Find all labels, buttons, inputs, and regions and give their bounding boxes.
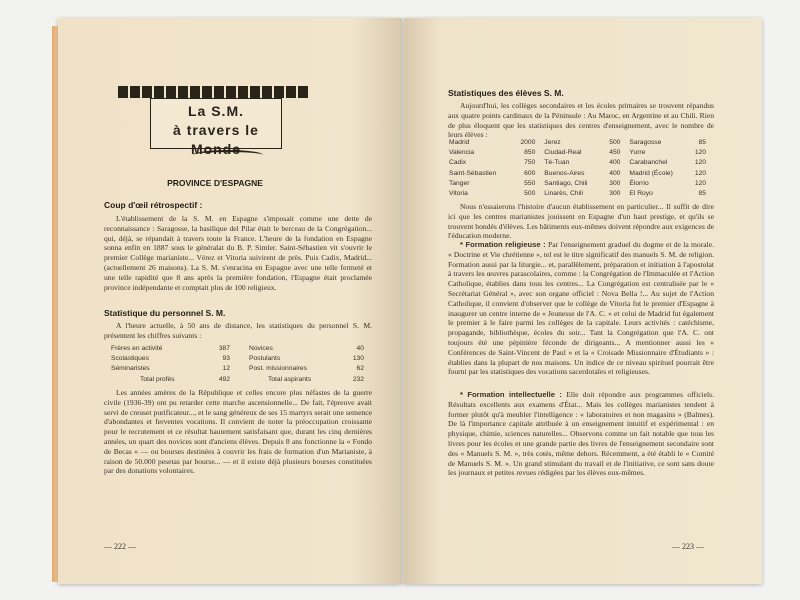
table-row [248,354,372,364]
city-name: Ciudad-Real [544,149,582,157]
city-name: Cadix [449,159,467,167]
closing-paragraph: Les années amères de la République et celles encore plus néfastes de la guerre civile (1936-39) ont pu retarder cette marche ascensionnelle... De fait, l'épreuve avait servi de creuset purificateur..., et le sang généreux de ses 15 martyrs serait une semence d'abondantes et ferventes vocations. Il convient de noter la préoccupation croissante pour le recrutement et ce résultat hautement satisfaisant que, durant les cinq dernières années, un quart des novices sont d'anciens élèves. Depuis 8 ans fonctionne la « Fondo de Becas » — ou bourses destinées à couvrir les frais de formation d'un Marianiste, à raison de 50.000 pesetas par bourse... — et il existe déjà plusieurs bourses constituées par des donations volontaires. [104,388,372,476]
city-name: Tanger [449,179,470,187]
city-value: 500 [609,139,621,146]
city-value: 120 [694,149,706,157]
city-name: Valencia [449,149,475,157]
row-label: Total aspirants [268,375,312,383]
table-row [110,344,238,354]
city-value: 450 [609,149,621,157]
table-row [248,364,372,374]
city-name: Linarès, Chili [544,190,583,198]
city-value: 85 [698,190,706,198]
table-row [110,364,238,374]
row-value: 387 [218,345,230,352]
city-name: Madrid (École) [629,169,673,177]
row-label: Frères en activité [111,345,163,352]
city-value: 120 [694,159,706,167]
stats-intro: Aujourd'hui, les collèges secondaires et les écoles primaires se trouvent répandus aux quatre points cardinaux de la Péninsule : Au Maroc, en Argentine et au Chili. Rien de plus éloquent que les statistiques des centres d'enseignement, avec le nombre de leurs élèves : [448,101,714,140]
row-value: 62 [356,365,364,373]
after-table-paragraph: Nous n'essaierons l'histoire d'aucun établissement en particulier... Il suffit de dire ici que les centres marianistes jouissent en Espagne d'un haut prestige, et qu'ils se trouvent bondés d'élèves. Les bâtiments eux-mêmes doivent répondre aux exigences de l'éducation moderne. [448,202,714,241]
table-row [248,344,372,354]
religious-section [448,240,714,377]
row-value: 232 [352,375,364,383]
table-row [248,375,372,385]
city-value: 300 [609,190,621,198]
row-value: 93 [222,355,230,363]
intellectual-heading: * Formation intellectuelle : [460,390,562,399]
page-number-left: — 222 — [104,542,136,551]
city-name: Saint-Sébastien [449,169,497,177]
city-value: 400 [609,169,621,177]
city-name: El Royo [629,190,653,198]
city-value: 120 [694,179,706,187]
page-number-right: — 223 — [672,542,704,551]
city-value: 850 [524,149,536,157]
retro-paragraph: L'établissement de la S. M. en Espagne s'imposait comme une dette de reconnaissance : Saragosse, la basilique del Pilar était le berceau de la Congrégation... qui, déjà, se répandait à travers toute la France. L'heure de la fondation en Espagne sonna enfin en 1887 sous le généralat du B. P. Simler. Saint-Sébastien vit s'ouvrir le premier Collège marianiste... Vérez et Vitoria suivirent de près. Puis Cadix, Madrid... (actuellement 26 maisons). La S. M. s'enracina en Espagne avec une telle fermeté et une telle rapidité que 8 ans après la première fondation, l'Espagne était proclamée province indépendante et comptait plus de 100 religieux. [104,214,372,292]
city-value: 500 [524,190,536,198]
city-value: 750 [524,159,536,167]
city-value: 120 [694,169,706,177]
city-name: Buenos-Aires [544,169,585,177]
province-heading: PROVINCE D'ESPAGNE [167,178,263,188]
table-row [448,158,714,168]
row-label: Novices [249,345,273,352]
row-value: 492 [218,375,230,383]
intellectual-text: Elle doit répondre aux programmes officiels. Résultats excellents aux examens d'État... Mais les collèges marianistes tendent à former plutôt qu'à meubler l'intelligence : « laboratoires et non magasins » (Balmes). De là l'importance capitale attribuée à un enseignement intuitif et expérimental : en physique, chimie, sciences naturelles... Observons comme un fait notable que tous les livres pour les écoles et une grande partie des livres de l'enseignement secondaire sont des « Manuels S. M. », très cotés, même dehors. Récemment, a été établi le « Comité de Manuels S. M. ». Un grand stimulant du travail et de l'initiative, ce sont sans doute les journaux et petites revues rédigées par les élèves eux-mêmes. [448,390,715,478]
table-row [110,375,238,385]
city-value: 600 [524,169,536,177]
row-value: 12 [222,365,230,373]
city-value: 85 [698,139,706,146]
row-label: Postulants [249,355,281,363]
city-name: Élorrio [629,179,649,187]
religious-heading: * Formation religieuse : [460,240,546,249]
city-name: Saragosse [629,139,662,146]
table-row [448,148,714,158]
religious-text: Par l'enseignement graduel du dogme et de la morale. « Doctrine et Vie chrétienne », tel est le titre significatif des manuels S. M. de religion. Formation aussi par la liturgie... et, parallèlement, préparation et initiation à l'apostolat à travers les œuvres parascolaires, comme : la Congrégation de l'Immaculée et l'Action Catholique, établies dans tous les centres... La Congrégation est centralisée par le « Secrétariat Général », avec son organe officiel : Nova Bella !... Au sujet de l'Action Catholique, il convient d'observer que le collège de Vitoria fut le premier d'Espagne à inaugurer un centre interne de « Jeunesse de l'A. C. » et celui de Madrid fut également le premier à le faire parmi les collèges de la capitale. Leurs activités : catéchisme, propagande, bibliothèque, écoles du soir... Tant la Congrégation que l'A. C. ont toujours été une pépinière féconde de dirigeants... A mentionner aussi les « Conférences de Saint-Vincent de Paul » et la « Croisade Missionnaire d'Étudiants » : établies dans la plupart de nos maisons. Un indice de ce niveau spirituel pourrait être fourni par les statistiques des vocations sacerdotales et religieuses. [448,240,714,377]
row-label: Total profès [140,375,175,383]
row-label: Post. missionnaires [249,365,307,373]
personnel-table-right [248,344,372,385]
city-name: Jerez [544,139,561,146]
table-row [448,179,714,189]
title-box [150,98,282,157]
city-name: Carabanchel [629,159,668,167]
row-label: Scolastiques [111,355,149,363]
decorative-banner [118,86,308,98]
row-value: 130 [352,355,364,363]
city-value: 300 [609,179,621,187]
city-name: Té-Tuan [544,159,570,167]
personnel-heading: Statistique du personnel S. M. [104,308,226,318]
city-value: 2000 [520,139,536,146]
title-line-1: La S.M. [187,103,244,119]
cities-table [448,138,714,199]
table-row [448,189,714,199]
ornament-divider [193,150,263,160]
city-name: Vitoria [449,190,468,198]
city-value: 400 [609,159,621,167]
personnel-table-left [110,344,238,385]
city-name: Yurre [629,149,646,157]
row-label: Séminaristes [111,365,150,373]
city-value: 550 [524,179,536,187]
stats-heading: Statistiques des élèves S. M. [448,88,564,98]
row-value: 40 [356,345,364,352]
table-row [448,138,714,148]
city-name: Santiago, Chili [544,179,588,187]
title-line-2: à travers le Monde [173,122,259,157]
retro-heading: Coup d'œil rétrospectif : [104,200,203,210]
city-name: Madrid [449,139,470,146]
intellectual-section [448,390,714,478]
table-row [448,169,714,179]
table-row [110,354,238,364]
personnel-intro: A l'heure actuelle, à 50 ans de distance, les statistiques du personnel S. M. présentent les chiffres suivants : [104,321,372,340]
